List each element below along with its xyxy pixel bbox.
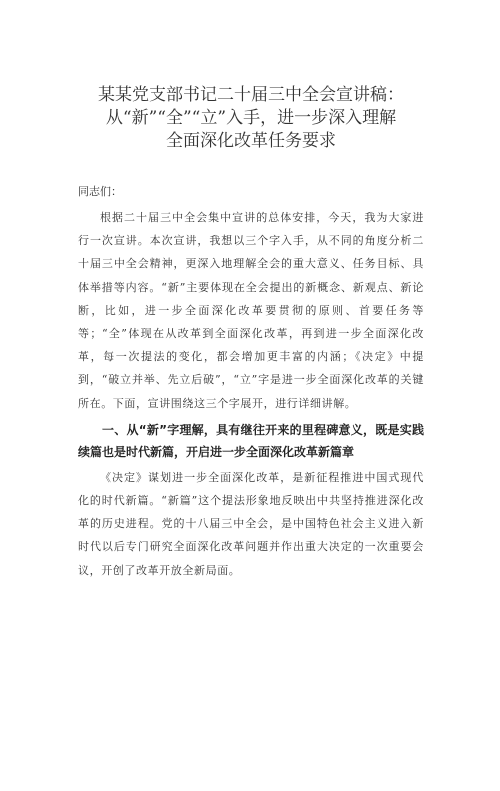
title-line-1: 某某党支部书记二十届三中全会宣讲稿： — [98, 85, 404, 105]
document-page — [0, 84, 500, 791]
document-body — [78, 206, 424, 582]
document-title — [78, 84, 424, 153]
salutation: 同志们： — [78, 185, 122, 198]
title-line-2: 从“新”“全”“立”入手，进一步深入理解 — [105, 108, 397, 128]
section-paragraph-1: 《决定》谋划进一步全面深化改革，是新征程推进中国式现代化的时代新篇。“新篇”这个提法形象地反映出中共坚持推进深化改革的历史进程。党的十八届三中全会，是中国特色社会主义进入新时代以后专门研究全面深化改革问题并作出重大决定的一次重要会议，开创了改革开放全新局面。 — [78, 470, 424, 577]
intro-paragraph: 根据二十届三中全会集中宣讲的总体安排，今天，我为大家进行一次宣讲。本次宣讲，我想以三个字入手，从不同的角度分析二十届三中全会精神，更深入地理解全会的重大意义、任务目标、具体举措等内容。“新”主要体现在全会提出的新概念、新观点、新论断，比如，进一步全面深化改革要贯彻的原则、首要任务等等；“全”体现在从改革到全面深化改革，再到进一步全面深化改革，每一次提法的变化，都会增加更丰富的内涵；《决定》中提到，“破立并举、先立后破”，“立”字是进一步全面深化改革的关键所在。下面，宣讲围绕这三个字展开，进行详细讲解。 — [78, 211, 424, 410]
section-heading-1: 一、从“新”字理解，具有继往开来的里程碑意义，既是实践续篇也是时代新篇，开启进一步全面深化改革新篇章 — [78, 422, 424, 459]
title-line-3: 全面深化改革任务要求 — [166, 131, 336, 151]
